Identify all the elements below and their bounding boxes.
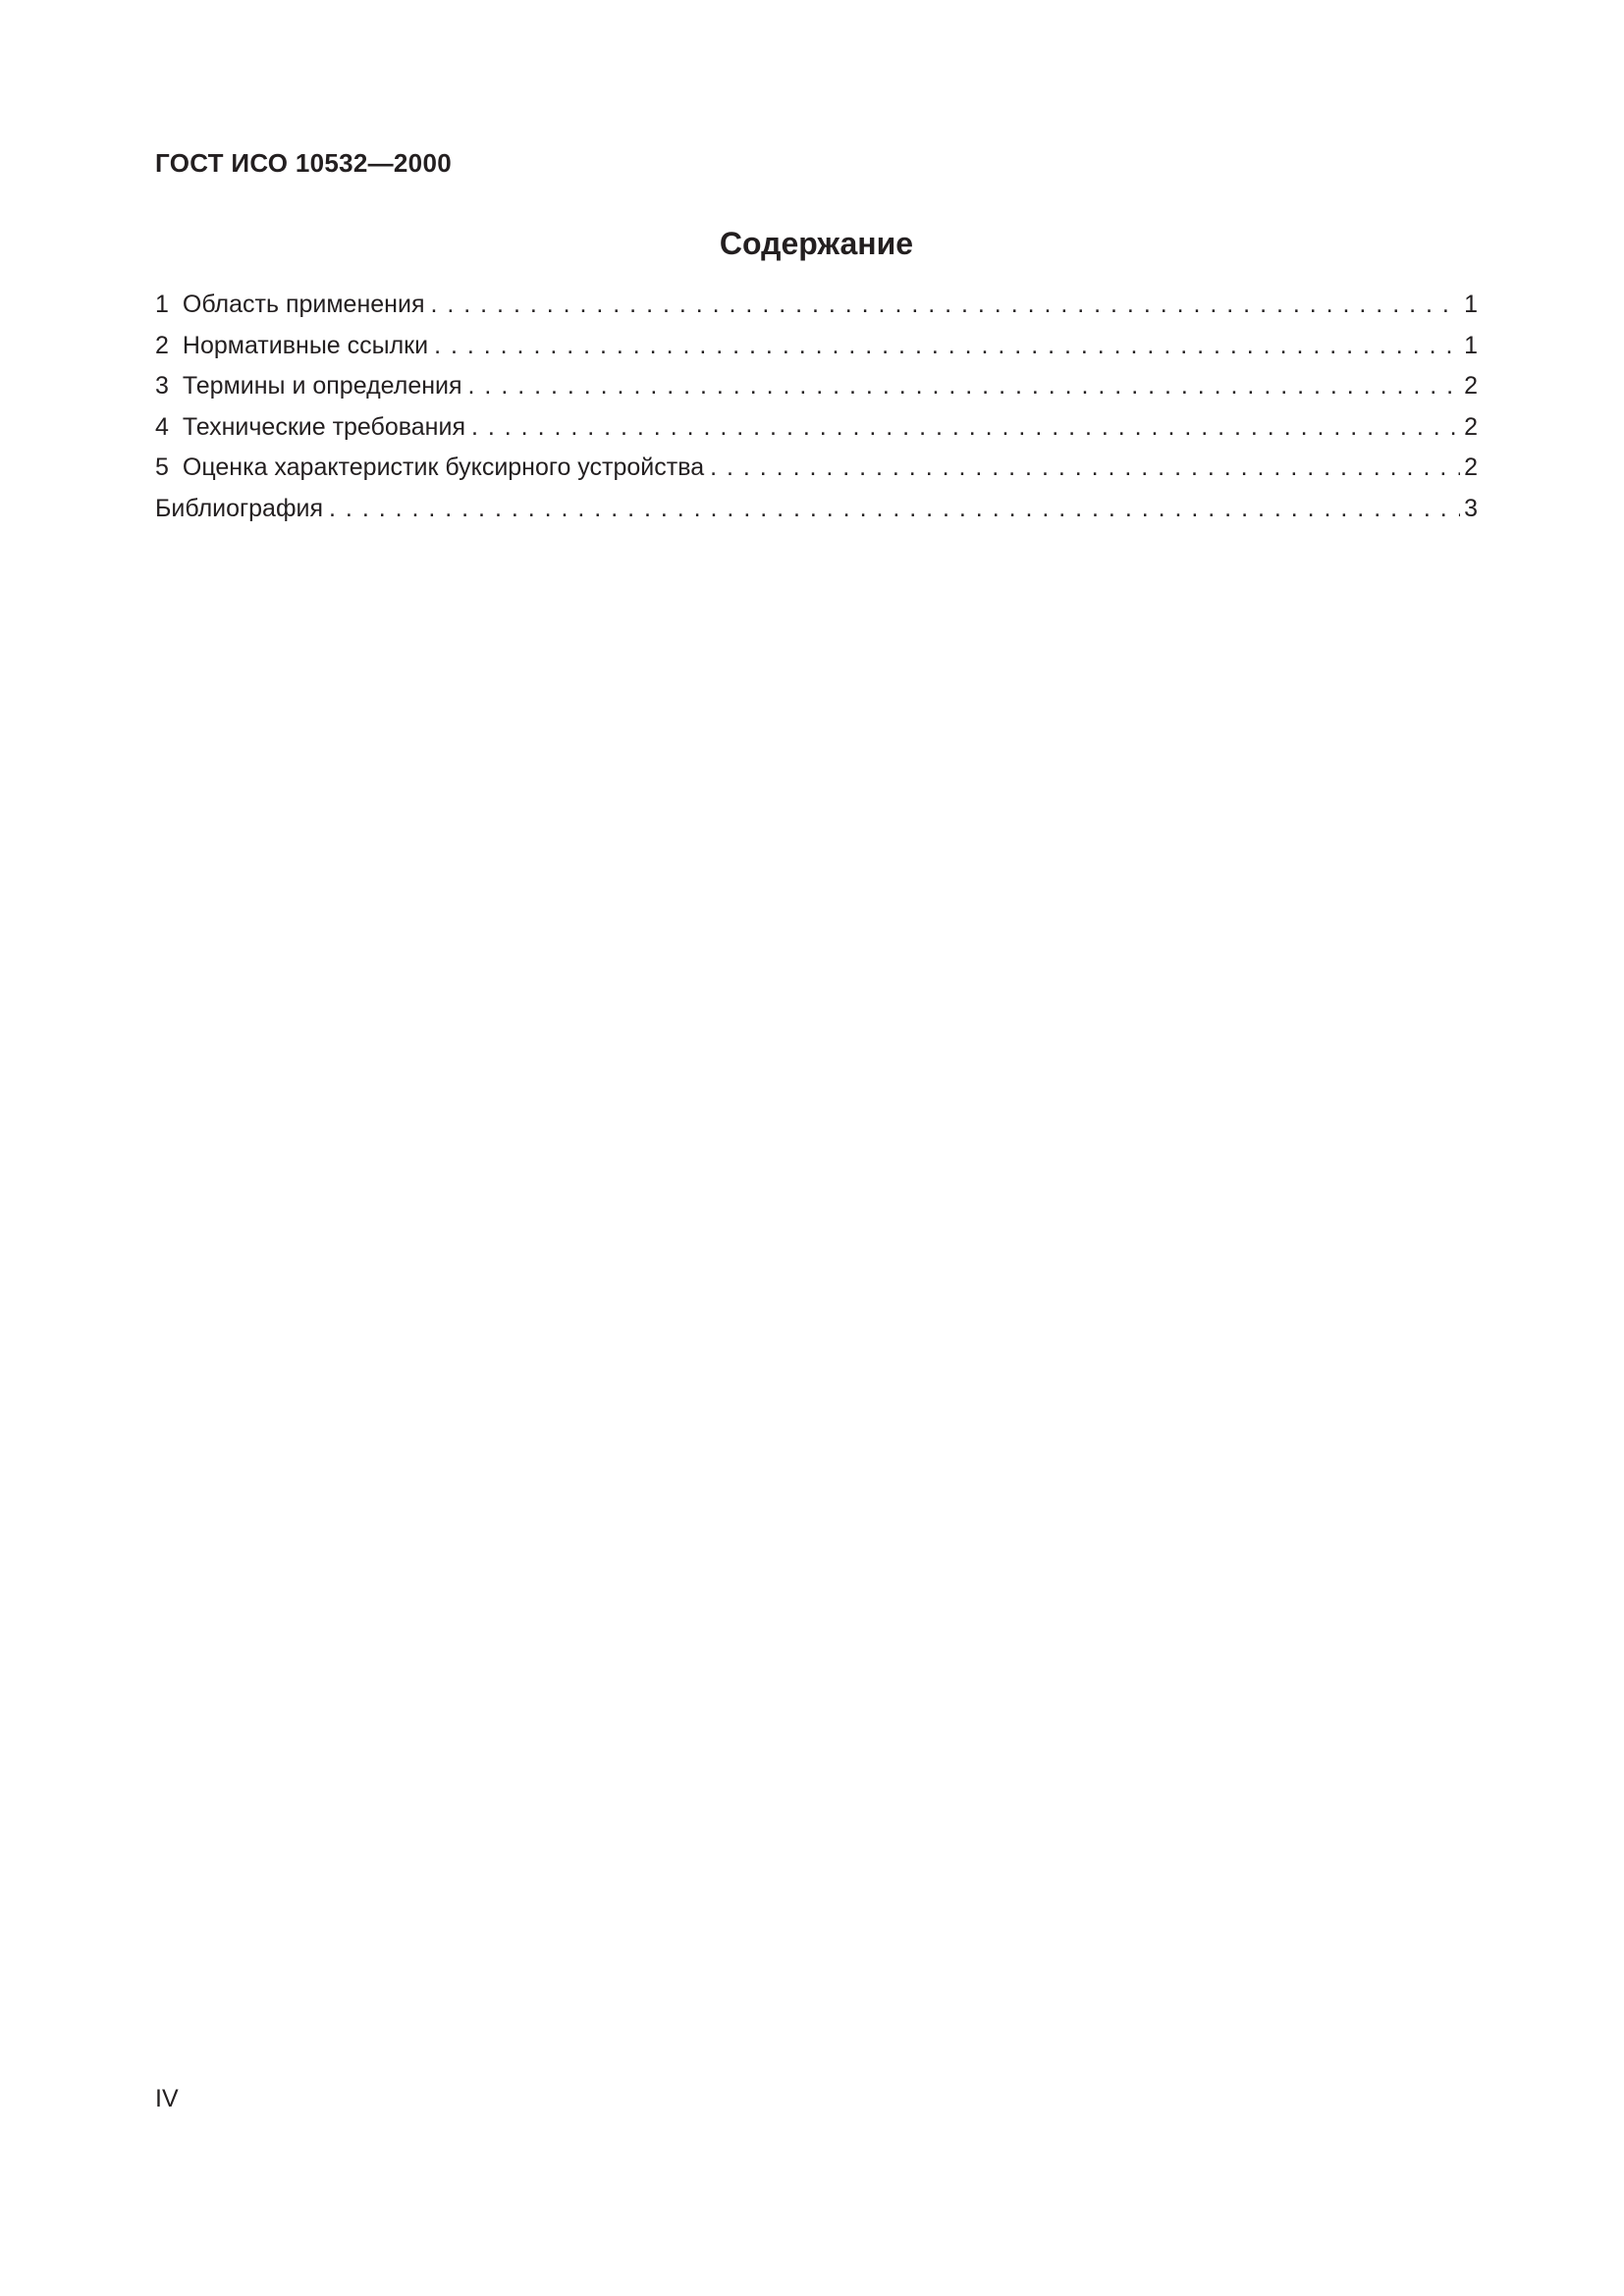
toc-leader-dots <box>329 489 1460 530</box>
toc-item-page: 3 <box>1464 494 1478 522</box>
toc-leader-dots <box>434 326 1460 367</box>
toc-item-text: Оценка характеристик буксирного устройства <box>182 454 705 481</box>
toc-item-page: 2 <box>1464 412 1478 441</box>
toc-item-text: Нормативные ссылки <box>182 331 429 359</box>
toc-item-technical-requirements[interactable] <box>155 407 1478 449</box>
toc-item-text: Область применения <box>182 291 425 318</box>
toc-item-page: 1 <box>1464 291 1478 318</box>
toc-item-bibliography[interactable] <box>155 489 1478 530</box>
table-of-contents <box>155 285 1478 529</box>
toc-leader-dots <box>471 407 1460 449</box>
toc-item-scope[interactable] <box>155 285 1478 326</box>
toc-item-number: 4 <box>155 412 169 441</box>
toc-item-number: 2 <box>155 331 169 359</box>
toc-item-terms-definitions[interactable] <box>155 366 1478 407</box>
toc-title: Содержание <box>719 226 914 261</box>
toc-item-text: Технические требования <box>182 412 465 441</box>
page-number: IV <box>155 2085 179 2112</box>
document-code: ГОСТ ИСО 10532—2000 <box>155 148 452 178</box>
toc-item-text: Библиография <box>155 494 324 522</box>
toc-item-normative-references[interactable] <box>155 326 1478 367</box>
toc-item-text: Термины и определения <box>182 372 462 400</box>
toc-item-number: 5 <box>155 454 169 481</box>
toc-item-evaluation[interactable] <box>155 448 1478 489</box>
toc-item-number: 3 <box>155 372 169 400</box>
toc-leader-dots <box>430 285 1460 326</box>
toc-item-page: 2 <box>1464 372 1478 400</box>
toc-leader-dots <box>710 448 1460 489</box>
toc-item-page: 2 <box>1464 454 1478 481</box>
toc-item-number: 1 <box>155 291 169 318</box>
toc-item-page: 1 <box>1464 331 1478 359</box>
toc-leader-dots <box>468 366 1461 407</box>
